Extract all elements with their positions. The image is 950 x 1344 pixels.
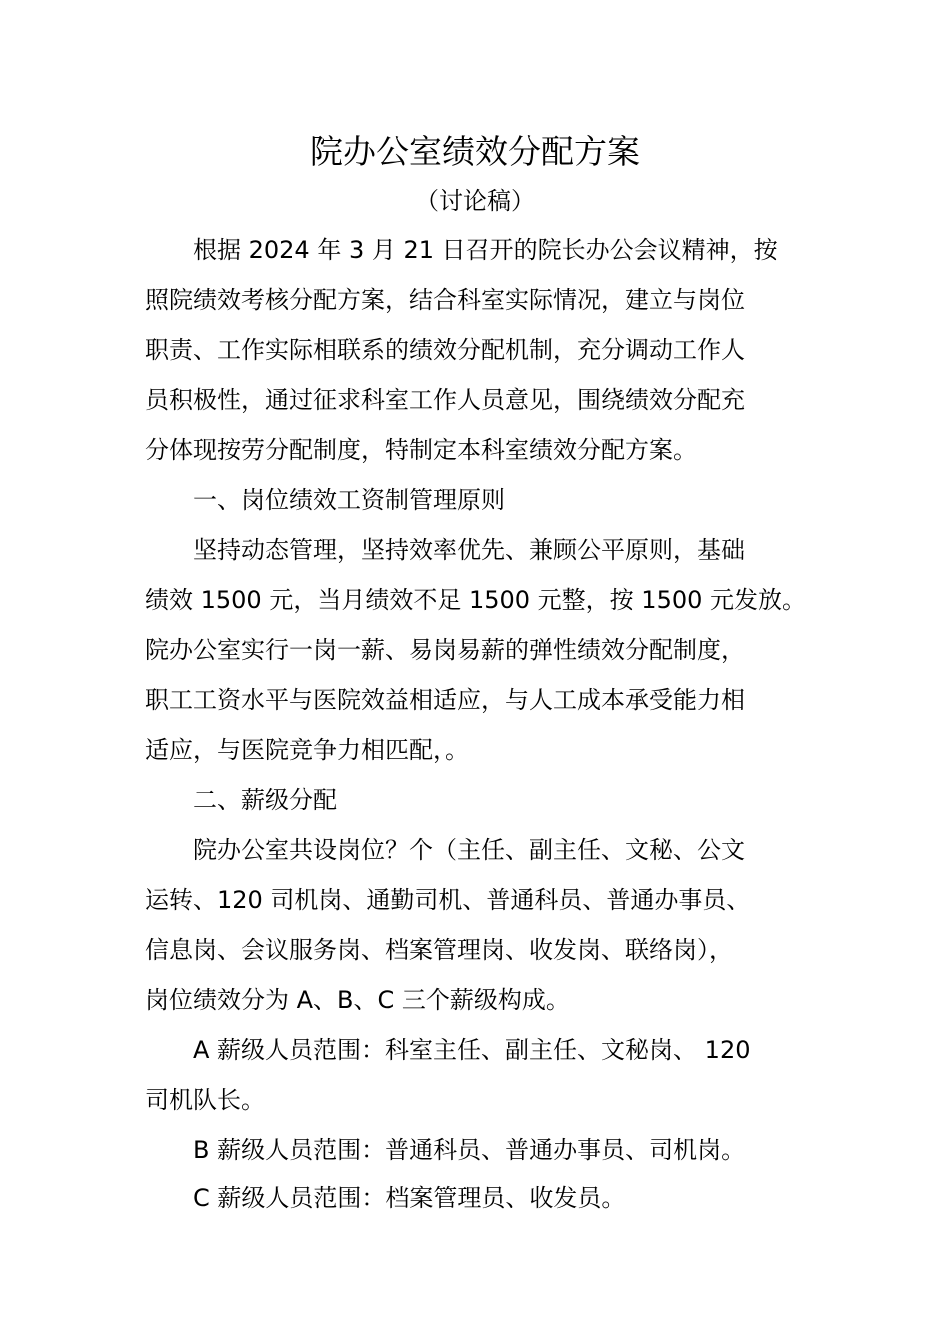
paragraph-principle-line: 坚持动态管理，坚持效率优先、兼顾公平原则，基础	[193, 536, 745, 564]
paragraph-principle-line: 职工工资水平与医院效益相适应，与人工成本承受能力相	[145, 686, 745, 714]
paragraph-positions-line: 信息岗、会议服务岗、档案管理岗、收发岗、联络岗），	[145, 936, 733, 964]
paragraph-positions-line: 岗位绩效分为 A、B、C 三个薪级构成。	[145, 986, 570, 1014]
document-subtitle: （讨论稿）	[415, 187, 535, 215]
paragraph-intro-line: 根据 2024 年 3 月 21 日召开的院长办公会议精神，按	[193, 236, 778, 264]
paragraph-intro-line: 职责、工作实际相联系的绩效分配机制，充分调动工作人	[145, 336, 745, 364]
paragraph-intro-line: 分体现按劳分配制度，特制定本科室绩效分配方案。	[145, 436, 697, 464]
document-title: 院办公室绩效分配方案	[310, 132, 640, 171]
grade-a-line: A 薪级人员范围：科室主任、副主任、文秘岗、 120	[193, 1036, 751, 1064]
grade-b-line: B 薪级人员范围：普通科员、普通办事员、司机岗。	[193, 1136, 746, 1164]
paragraph-principle-line: 绩效 1500 元，当月绩效不足 1500 元整，按 1500 元发放。	[145, 586, 807, 614]
paragraph-positions-line: 运转、120 司机岗、通勤司机、普通科员、普通办事员、	[145, 886, 751, 914]
section-heading-2: 二、薪级分配	[193, 786, 337, 814]
grade-c-line: C 薪级人员范围：档案管理员、收发员。	[193, 1184, 626, 1212]
grade-a-line: 司机队长。	[145, 1086, 265, 1114]
paragraph-intro-line: 照院绩效考核分配方案，结合科室实际情况，建立与岗位	[145, 286, 745, 314]
paragraph-intro-line: 员积极性，通过征求科室工作人员意见，围绕绩效分配充	[145, 386, 745, 414]
section-heading-1: 一、岗位绩效工资制管理原则	[193, 486, 505, 514]
paragraph-principle-line: 院办公室实行一岗一薪、易岗易薪的弹性绩效分配制度，	[145, 636, 745, 664]
paragraph-positions-line: 院办公室共设岗位？个（主任、副主任、文秘、公文	[193, 836, 745, 864]
paragraph-principle-line: 适应，与医院竞争力相匹配，。	[145, 736, 469, 764]
